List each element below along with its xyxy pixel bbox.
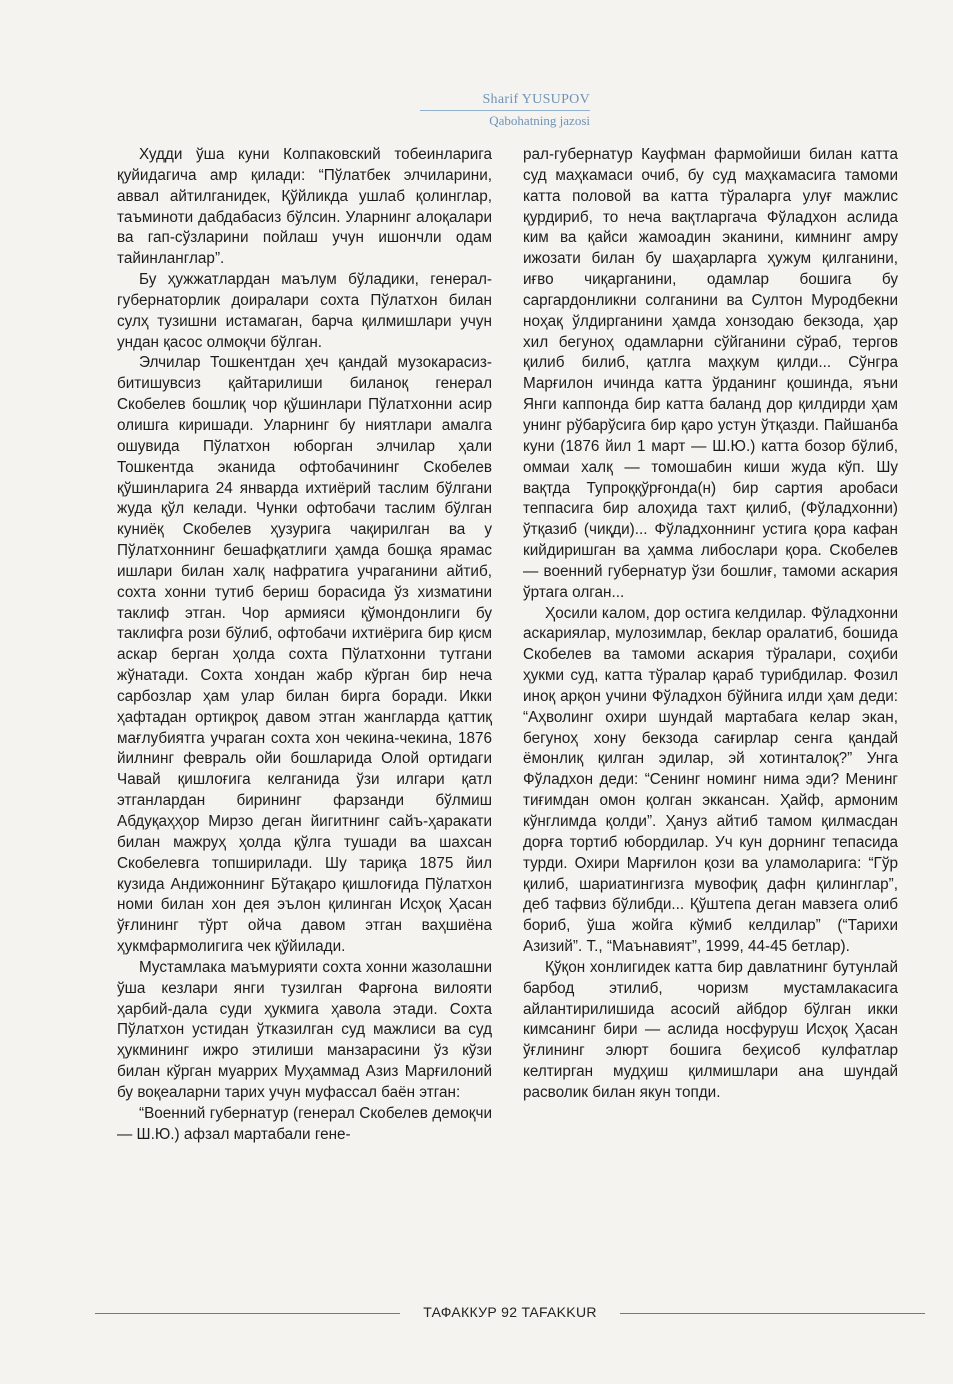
paragraph: рал-губернатур Кауфман фармойиши билан катта суд маҳкамаси очиб, бу суд маҳкамасига тамоми катта половой ва катта тўраларга улуғ мажлис қурдириб, то неча вақтларгача Фўладхон аслида ким ва қайси жамоадин эканини, кимнинг амру ижозати билан бу шаҳарларга ҳужум қилганини, иғво чиқарганини, одамлар бошига бу саргардонликни солганини ва Султон Муродбекни ноҳақ ўлдирганини ҳамда хонзодаю бекзода, ҳар хил бегуноҳ одамларни сўйганини сўраб, тергов қилиб билиб, қатлга маҳкум қилди... Сўнгра Марғилон ичинда катта ўрданинг қошинда, яъни Янги каппонда бир катта баланд дор қилдирди ҳам унинг рўбарўсига бир қаро устун ўтқазди. Пайшанба куни (1876 йил 1 март — Ш.Ю.) катта бозор бўлиб, оммаи халқ — томошабин киши жуда кўп. Шу вақтда Тупроққўрғонда(н) бир сартия аробаси теппасига бир алоҳида тахт қилиб, (Фўладхонни) ўтқазиб (чиқди)... Фўладхоннинг устига қора кафан кийдиришган ва ҳамма либослари қора. Скобелев — военний губернатур ўзи бошлиғ, тамоми аскария ўртага олган...: [523, 146, 898, 601]
paragraph: Ҳосили калом, дор остига келдилар. Фўладхонни аскариялар, мулозимлар, беклар оралатиб, бошида Скобелев ва тамоми аскария тўралари, соҳиби ҳукми суд, катта тўралар қараб турибдилар. Фозил иноқ арқон учини Фўладхон бўйнига илди ҳам деди: “Аҳволинг охири шундай мартабага келар экан, бегуноҳ хону бекзода сағирлар сенга қандай ёмонлиқ қилган эдилар, эй хотинталоқ?” Унга Фўладхон деди: “Сенинг номинг нима эди? Менинг тиғимдан омон қолган эккансан. Ҳайф, армоним кўнглимда қолди”. Ҳануз айтиб тамом қилмасдан дорға тортиб юбордилар. Уч кун дорнинг тепасида турди. Охири Марғилон қози ва уламоларига: “Гўр қилиб, шариатингизга мувофиқ дафн қилинглар”, деб тафвиз бўлибди... Қўштепа деган мавзега олиб бориб, ўша жойга кўмиб келдилар” (“Тарихи Азизий”. Т., “Маънавият”, 1999, 44-45 бетлар).: [523, 604, 898, 956]
footer-text: ТАФАККУР 92 TAFAKKUR: [423, 1304, 597, 1320]
left-column: [117, 145, 492, 1146]
running-header: [420, 92, 590, 129]
paragraph: “Военний губернатур (генерал Скобелев демоқчи — Ш.Ю.) афзал мартабали гене-: [117, 1104, 492, 1143]
paragraph: Бу ҳужжатлардан маълум бўладики, генерал-губернаторлик доиралари сохта Пўлатхон билан сулҳ тузишни истамаган, барча қилмишлари учун ундан қасос олмоқчи бўлган.: [117, 271, 492, 351]
page-footer: [95, 1303, 925, 1323]
header-author: Sharif YUSUPOV: [482, 92, 590, 107]
right-column: [523, 145, 898, 1104]
footer-rule-left: [95, 1313, 400, 1314]
footer-rule-right: [620, 1313, 925, 1314]
header-subtitle: Qabohatning jazosi: [489, 113, 590, 128]
paragraph: Қўқон хонлигидек катта бир давлатнинг бутунлай барбод этилиб, чоризм мустамлакасига айлантирилишида асосий айбдор бўлган икки кимсанинг бири — аслида носфуруш Исҳоқ Ҳасан ўғлининг элюрт бошига беҳисоб кулфатлар келтирган мудҳиш қилмишлари ана шундай расволик билан якун топди.: [523, 958, 898, 1101]
paragraph: Мустамлака маъмурияти сохта хонни жазолашни ўша кезлари янги тузилган Фарғона вилояти ҳарбий-дала суди ҳукмига ҳавола этади. Сохта Пўлатхон устидан ўтказилган суд мажлиси ва суд ҳукмининг ижро этилиши манзарасини ўз кўзи билан кўрган муаррих Муҳаммад Азиз Марғилоний бу воқеаларни тарих учун муфассал баён этган:: [117, 958, 492, 1101]
header-divider: [420, 110, 590, 111]
paragraph: Худди ўша куни Колпаковский тобеинларига қуйидагича амр қилади: “Пўлатбек элчиларини, аввал айтилганидек, Қўйликда ушлаб қолинглар, таъминоти дабдабасиз бўлсин. Уларнинг алоқалари ва гап-сўзларини пойлаш учун ишончли одам тайинланглар”.: [117, 146, 492, 268]
paragraph: Элчилар Тошкентдан ҳеч қандай музокарасиз-битишувсиз қайтарилиши биланоқ генерал Скобелев бошлиқ чор қўшинлари Пўлатхонни асир олишга киришади. Уларнинг бу ниятлари амалга ошувида Пўлатхон юборган элчилар ҳали Тошкентда эканида офтобачининг Скобелев қўшинларига 24 январда ихтиёрий таслим бўлгани жуда қўл келади. Чунки офтобачи таслим бўлган куниёқ Скобелев ҳузурига чақирилган ва у Пўлатхоннинг бешафқатлиги ҳамда бошқа ярамас ишлари билан халқ нафратига учраганини айтиб, сохта хонни тутиб бериш борасида ўз хизматини таклиф этган. Чор армияси қўмондонлиги бу таклифга рози бўлиб, офтобачи ихтиёрига бир қисм аскар берган ҳолда сохта Пўлатхонни тутгани жўнатади. Сохта хондан жабр кўрган бир неча сарбозлар ҳам улар билан бирга боради. Икки ҳафтадан ортиқроқ давом этган жангларда қаттиқ мағлубиятга учраган сохта хон чекина-чекина, 1876 йилнинг феврaль ойи бошларида Олой ортидаги Чавай қишлоғига келганида ўзи илгари қатл этганлардан бирининг фарзанди бўлмиш Абдуқаҳҳор Мирзо деган йигитнинг сайъ-ҳаракати билан мажруҳ ҳолда қўлга тушади ва шахсан Скобелевга топширилади. Шу тариқа 1875 йил кузида Андижоннинг Бўтақаро қишлоғида Пўлатхон номи билан хон дея эълон қилинган Исҳоқ Ҳасан ўғлининг тўрт ойча давом этган ваҳшиёна ҳукмфармолигига чек қўйилади.: [117, 354, 492, 956]
